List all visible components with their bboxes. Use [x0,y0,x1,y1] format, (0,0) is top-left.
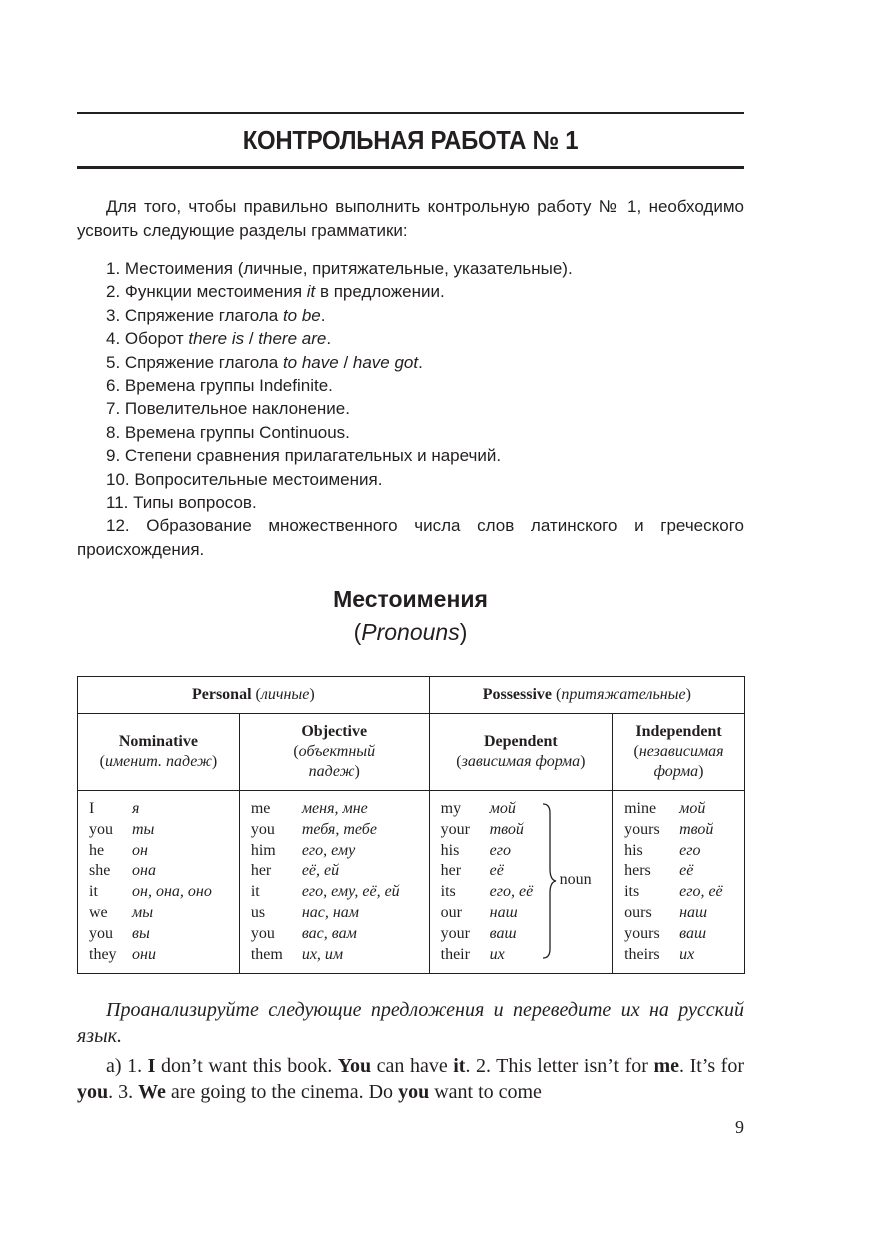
english-pronoun: her [440,862,462,880]
list-item-term: it [306,282,316,302]
list-item-term: there are [258,329,327,349]
russian-translation: вас, вам [301,924,357,942]
list-item [77,327,744,350]
english-pronoun: we [89,903,108,921]
noun-label: noun [559,871,592,888]
exercise-segment: a) 1. [106,1055,148,1077]
dependent-row [441,903,612,924]
english-pronoun: ours [624,903,652,921]
english-pronoun: you [89,924,113,942]
page-number: 9 [735,1117,744,1137]
objective-row [251,882,429,903]
russian-translation: твой [679,820,714,838]
emphasized-pronoun: me [653,1055,680,1077]
english-pronoun: yours [624,820,660,838]
independent-row [624,820,744,841]
english-pronoun: it [89,883,98,901]
independent-row [624,841,744,862]
section-title: Местоимения [333,586,488,612]
english-pronoun: theirs [624,945,660,963]
russian-translation: его [679,841,701,859]
title-rule-bottom [77,166,744,169]
topic-list [77,257,744,561]
header-nominative: Nominative (именит. падеж) [78,714,240,791]
exercise-segment: are going to the cinema. Do [165,1081,399,1103]
russian-translation: вы [132,924,150,942]
english-pronoun: your [440,924,470,942]
objective-row [251,820,429,841]
english-pronoun: hers [624,862,651,880]
russian-translation: я [132,800,140,817]
list-item-text: в предложении. [315,282,445,302]
russian-translation: меня, мне [301,800,368,817]
objective-row [251,903,429,924]
list-item-text: . [320,305,326,325]
cell-objective [239,791,429,974]
english-pronoun: your [440,820,470,838]
cell-nominative [78,791,240,974]
subtitle-close-paren: ) [459,619,468,645]
exercise-text [77,1053,744,1105]
russian-translation: они [132,945,156,963]
russian-translation: её, ей [301,862,340,880]
russian-translation: твой [489,820,524,838]
dependent-row [441,820,612,841]
header-possessive: Possessive (притяжательные) [429,677,744,714]
emphasized-pronoun: you [77,1081,109,1103]
list-item-text: 12. Образование множественного числа слов латинского и греческого происхождения. [77,516,744,559]
russian-translation: ваш [489,924,517,942]
english-pronoun: mine [624,800,657,817]
list-item-term: to have [282,352,339,372]
english-pronoun: you [89,820,113,838]
russian-translation: их, им [301,945,344,963]
header-personal: Personal (личные) [78,677,430,714]
english-pronoun: his [440,841,460,859]
list-item [77,304,744,327]
list-item-text: 4. Оборот [106,329,189,349]
right-brace [541,803,557,959]
english-pronoun: my [440,800,462,817]
independent-row [624,924,744,945]
english-pronoun: it [250,883,260,901]
list-item-text: 5. Спряжение глагола [106,352,283,372]
emphasized-pronoun: I [147,1055,156,1077]
nominative-row [89,799,239,820]
list-item-text: 3. Спряжение глагола [106,305,283,325]
english-pronoun: you [250,924,275,942]
emphasized-pronoun: You [337,1055,372,1077]
page-title: КОНТРОЛЬНАЯ РАБОТА № 1 [242,125,579,155]
subtitle-open-paren: ( [353,619,362,645]
exercise-segment: . 2. This letter isn’t for [465,1055,654,1077]
list-item [77,514,744,561]
russian-translation: его, её [489,883,534,901]
english-pronoun: their [440,945,470,963]
russian-translation: наш [679,903,708,921]
list-item [77,397,744,420]
independent-row [624,945,744,966]
list-item-text: 11. Типы вопросов. [106,493,257,513]
objective-row [251,924,429,945]
english-pronoun: them [250,945,283,963]
russian-translation: их [679,945,695,963]
list-item-term: to be [282,305,321,325]
russian-translation: ты [132,820,155,838]
russian-translation: мой [679,800,706,817]
english-pronoun: his [624,841,643,859]
exercise-segment: want to come [429,1081,542,1103]
section-subtitle [77,616,744,648]
list-item-text: 6. Времена группы Indefinite. [106,376,333,396]
english-pronoun: her [250,862,272,880]
header-dependent: Dependent (зависимая форма) [429,714,612,791]
independent-row [624,903,744,924]
nominative-row [89,861,239,882]
list-item [77,421,744,444]
title-rule-top [77,112,744,114]
english-pronoun: him [250,841,276,859]
exercise-instruction: Проанализируйте следующие предложения и переведите их на русский язык. [77,999,744,1047]
english-pronoun: she [89,862,111,880]
russian-translation: мы [132,903,154,921]
list-item-term: there is [188,329,245,349]
emphasized-pronoun: it [453,1055,466,1077]
russian-translation: его, ему [301,841,356,859]
dependent-row [441,841,612,862]
nominative-row [89,882,239,903]
list-item-text: 8. Времена группы Continuous. [106,422,350,442]
list-item-term: have got [352,352,419,372]
header-independent: Independent (независимая форма) [613,714,745,791]
russian-translation: нас, нам [301,903,359,921]
exercise-segment: can have [371,1055,454,1077]
english-pronoun: me [250,800,271,817]
independent-row [624,861,744,882]
russian-translation: наш [489,903,518,921]
russian-translation: тебя, тебе [301,820,377,838]
exercise-segment: don’t want this book. [155,1055,338,1077]
english-pronoun: its [624,883,640,901]
english-pronoun: he [89,841,105,859]
list-item-text: . [326,329,332,349]
list-item [77,444,744,467]
russian-translation: его [489,841,511,859]
nominative-row [89,903,239,924]
list-item-text: 2. Функции местоимения [106,282,307,302]
list-item-text: 7. Повелительное наклонение. [106,399,350,419]
russian-translation: её [679,862,694,880]
list-item-text: 10. Вопросительные местоимения. [106,469,383,489]
objective-row [251,841,429,862]
english-pronoun: its [440,883,456,901]
list-item [77,351,744,374]
list-item-text: 1. Местоимения (личные, притяжательные, указательные). [106,259,573,278]
russian-translation: мой [489,800,516,817]
objective-row [251,861,429,882]
list-item [77,374,744,397]
english-pronoun: us [250,903,266,921]
dependent-row [441,799,612,820]
russian-translation: он [132,841,148,859]
nominative-row [89,820,239,841]
russian-translation: его, ему, её, ей [301,883,400,901]
objective-row [251,799,429,820]
emphasized-pronoun: We [138,1081,166,1103]
independent-row [624,882,744,903]
english-pronoun: they [89,945,117,963]
list-item-text: / [338,352,353,372]
list-item-text: . [418,352,423,372]
english-pronoun: you [250,820,275,838]
nominative-row [89,924,239,945]
list-item [77,257,744,280]
russian-translation: его, её [679,883,723,901]
objective-row [251,945,429,966]
exercise-segment: . 3. [108,1081,139,1103]
nominative-row [89,841,239,862]
nominative-row [89,945,239,966]
list-item [77,491,744,514]
pronouns-table [77,676,745,974]
intro-paragraph: Для того, чтобы правильно выполнить контрольную работу № 1, необходимо усвоить следующие разделы грамматики: [77,197,744,240]
dependent-row [441,945,612,966]
emphasized-pronoun: you [398,1081,430,1103]
dependent-row [441,924,612,945]
independent-row [624,799,744,820]
russian-translation: её [489,862,504,880]
english-pronoun: yours [624,924,660,942]
russian-translation: он, она, оно [132,883,212,901]
list-item-text: / [244,329,259,349]
russian-translation: их [489,945,505,963]
list-item-text: 9. Степени сравнения прилагательных и наречий. [106,446,502,466]
list-item [77,468,744,491]
cell-dependent [429,791,612,974]
english-pronoun: our [440,903,462,921]
cell-independent [613,791,745,974]
header-objective: Objective (объектный падеж) [239,714,429,791]
exercise-segment: . It’s for [679,1055,744,1077]
list-item [77,280,744,303]
russian-translation: она [132,862,156,880]
subtitle-word: Pronouns [361,619,460,645]
russian-translation: ваш [679,924,707,942]
english-pronoun: I [89,800,95,817]
